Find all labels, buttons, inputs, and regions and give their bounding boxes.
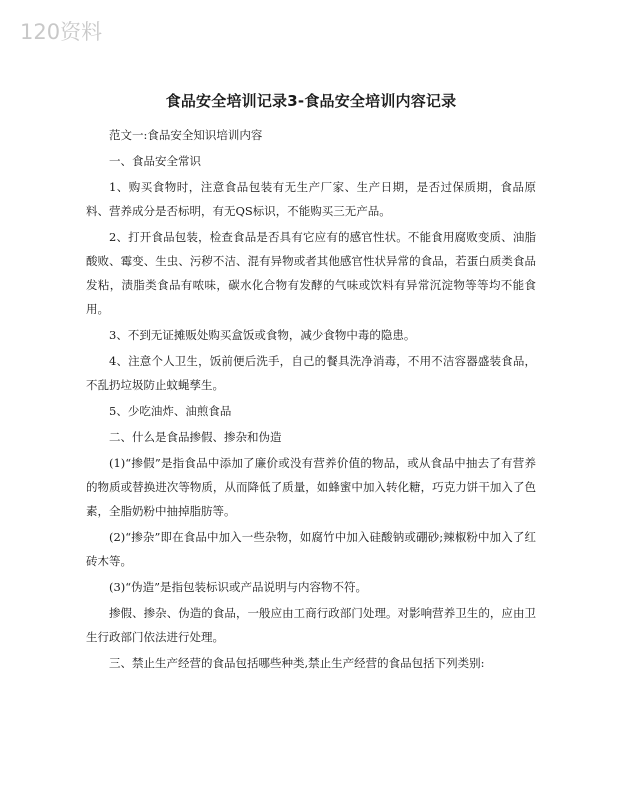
document-title: 食品安全培训记录3-食品安全培训内容记录 bbox=[165, 92, 457, 110]
section-heading: 二、什么是食品掺假、掺杂和伪造 bbox=[109, 430, 282, 444]
paragraph: 1、购买食物时，注意食品包装有无生产厂家、生产日期，是否过保质期，食品原料、营养成分是否标明，有无QS标识，不能购买三无产品。 bbox=[86, 180, 536, 218]
section-heading: 一、食品安全常识 bbox=[109, 154, 201, 168]
paragraph: 掺假、掺杂、伪造的食品，一般应由工商行政部门处理。对影响营养卫生的，应由卫生行政部门依法进行处理。 bbox=[86, 606, 536, 644]
paragraph: 范文一:食品安全知识培训内容 bbox=[109, 128, 263, 142]
section-heading: 三、禁止生产经营的食品包括哪些种类,禁止生产经营的食品包括下列类别: bbox=[109, 656, 485, 670]
watermark-logo: 120资料 bbox=[20, 20, 103, 44]
paragraph: (3)“伪造”是指包装标识或产品说明与内容物不符。 bbox=[109, 580, 368, 594]
paragraph: 4、注意个人卫生，饭前便后洗手，自己的餐具洗净消毒，不用不洁容器盛装食品，不乱扔垃圾防止蚊蝇孳生。 bbox=[86, 354, 536, 392]
paragraph: (2)“掺杂”即在食品中加入一些杂物，如腐竹中加入硅酸钠或硼砂;辣椒粉中加入了红砖木等。 bbox=[86, 530, 536, 568]
paragraph: 5、少吃油炸、油煎食品 bbox=[109, 404, 232, 418]
paragraph: 2、打开食品包装，检查食品是否具有它应有的感官性状。不能食用腐败变质、油脂酸败、霉变、生虫、污秽不洁、混有异物或者其他感官性状异常的食品，若蛋白质类食品发粘，渍脂类食品有哝味，碳水化合物有发酵的气味或饮料有异常沉淀物等等均不能食用。 bbox=[86, 230, 536, 316]
document-body bbox=[86, 90, 536, 677]
paragraph: (1)“掺假”是指食品中添加了廉价或没有营养价值的物品，或从食品中抽去了有营养的物质或替换进次等物质，从而降低了质量，如蜂蜜中加入转化糖，巧克力饼干加入了色素，全脂奶粉中抽掉脂肪等。 bbox=[86, 456, 536, 518]
paragraph: 3、不到无证摊贩处购买盒饭或食物，减少食物中毒的隐患。 bbox=[109, 328, 416, 342]
